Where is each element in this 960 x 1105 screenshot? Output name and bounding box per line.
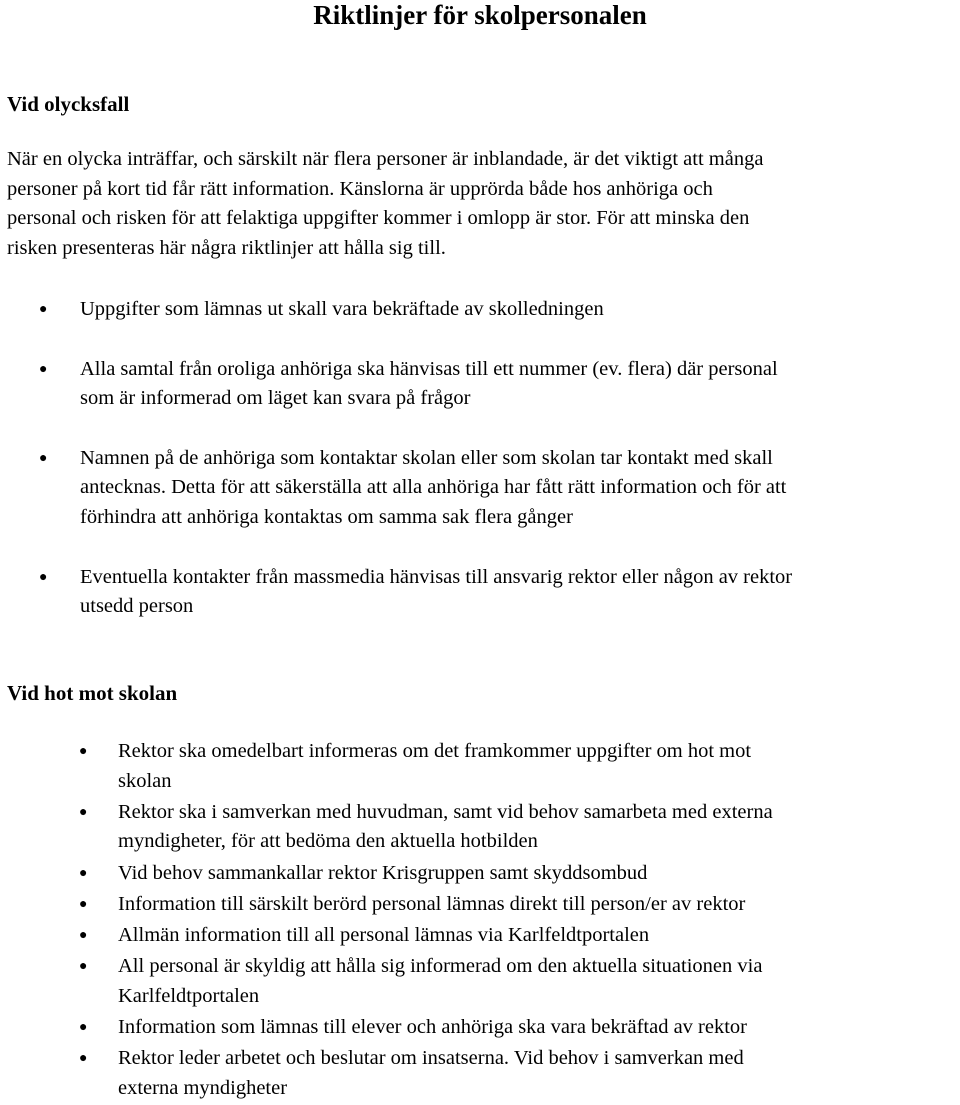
list-item-line: Alla samtal från oroliga anhöriga ska hänvisas till ett nummer (ev. flera) där personal [80,357,778,380]
bullet-icon: ● [79,865,88,881]
list-item-line: Karlfeldtportalen [118,984,260,1007]
list-item-line: antecknas. Detta för att säkerställa att alla anhöriga har fått rätt information och för att [80,476,787,499]
list-item-line: Namnen på de anhöriga som kontaktar skolan eller som skolan tar kontakt med skall [80,446,773,469]
list-item [0,355,960,414]
list-item-line: Rektor ska i samverkan med huvudman, samt vid behov samarbeta med externa [118,800,773,823]
list-item [0,737,960,796]
list-item-line: som är informerad om läget kan svara på frågor [80,387,471,410]
section-heading-olycksfall: Vid olycksfall [7,92,130,116]
bullet-icon: ● [79,1051,88,1067]
bullet-icon: ● [79,744,88,759]
list-item [0,444,960,533]
list-item-line: externa myndigheter [118,1076,288,1099]
paragraph-line: När en olycka inträffar, och särskilt när flera personer är inblandade, är det viktigt att många [7,148,764,170]
bullet-icon: ● [39,302,48,317]
list-item-line: förhindra att anhöriga kontaktas om samma sak flera gånger [80,505,573,528]
list-item-line: Uppgifter som lämnas ut skall vara bekräftade av skolledningen [80,298,604,320]
list-item [0,1044,960,1103]
bullet-icon: ● [39,361,48,377]
list-item [0,798,960,857]
list-item-line: Vid behov sammankallar rektor Krisgruppen samt skyddsombud [118,861,648,884]
bullet-icon: ● [79,1019,88,1035]
threat-guidelines-list [0,737,960,1105]
paragraph-line: risken presenteras här några riktlinjer att hålla sig till. [7,236,446,259]
list-item-line: Rektor ska omedelbart informeras om det framkommer uppgifter om hot mot [118,740,752,762]
bullet-icon: ● [79,959,88,975]
bullet-icon: ● [79,804,88,820]
list-item [0,295,960,325]
paragraph-line: personer på kort tid får rätt information. Känslorna är upprörda både hos anhöriga och [7,177,713,200]
page-title: Riktlinjer för skolpersonalen [313,0,647,30]
list-item [0,859,960,889]
list-item [0,921,960,951]
list-item-line: Information som lämnas till elever och anhöriga ska vara bekräftad av rektor [118,1015,747,1038]
list-item-line: utsedd person [80,595,194,618]
list-item-line: Eventuella kontakter från massmedia hänvisas till ansvarig rektor eller någon av rektor [80,565,793,588]
list-item [0,563,960,622]
list-item-line: Information till särskilt berörd personal lämnas direkt till person/er av rektor [118,892,746,915]
intro-paragraph [7,145,952,263]
list-item [0,952,960,1011]
bullet-icon: ● [79,896,88,912]
accident-guidelines-list [0,295,960,652]
list-item [0,890,960,920]
list-item-line: Rektor leder arbetet och beslutar om insatserna. Vid behov i samverkan med [118,1047,744,1070]
list-item-line: myndigheter, för att bedöma den aktuella hotbilden [118,830,538,853]
list-item-line: Allmän information till all personal lämnas via Karlfeldtportalen [118,923,650,946]
list-item-line: All personal är skyldig att hålla sig informerad om den aktuella situationen via [118,955,763,978]
list-item-line: skolan [118,769,172,792]
section-heading-hot: Vid hot mot skolan [7,681,178,705]
bullet-icon: ● [79,927,88,943]
bullet-icon: ● [39,569,48,585]
list-item [0,1013,960,1043]
bullet-icon: ● [39,450,48,466]
paragraph-line: personal och risken för att felaktiga uppgifter kommer i omlopp är stor. För att minska den [7,207,750,230]
